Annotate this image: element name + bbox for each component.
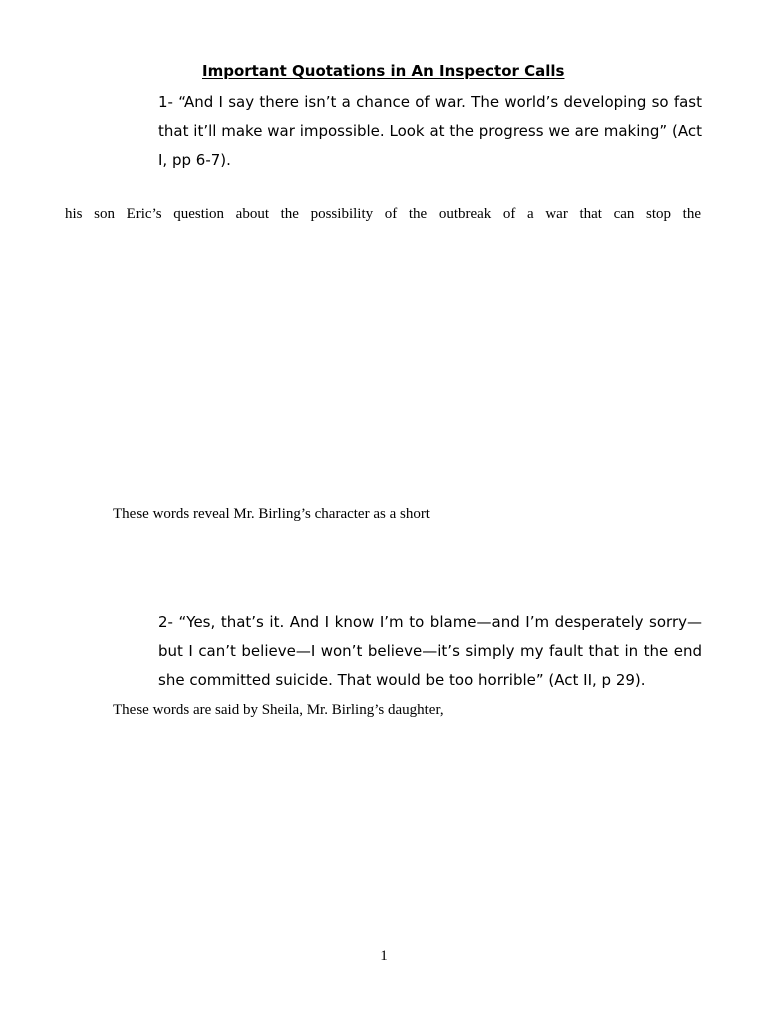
explanation-paragraph-2: These words reveal Mr. Birling’s character as a short [113,506,430,522]
document-title: Important Quotations in An Inspector Calls [202,62,565,80]
explanation-paragraph-3: These words are said by Sheila, Mr. Birling’s daughter, [113,702,444,718]
quotation-1 [158,88,702,175]
quotation-2-line-3: she committed suicide. That would be too horrible” (Act II, p 29). [158,671,646,689]
explanation-paragraph-1: his son Eric’s question about the possibility of the outbreak of a war that can stop the [65,206,701,222]
quotation-2 [158,608,702,695]
quotation-1-line-3: I, pp 6-7). [158,151,231,169]
quotation-2-line-2: but I can’t believe—I won’t believe—it’s simply my fault that in the end [158,642,702,660]
quotation-1-line-1: 1- “And I say there isn’t a chance of war. The world’s developing so fast [158,93,702,111]
page-number: 1 [380,948,388,964]
quotation-1-line-2: that it’ll make war impossible. Look at the progress we are making” (Act [158,122,702,140]
quotation-2-line-1: 2- “Yes, that’s it. And I know I’m to blame—and I’m desperately sorry— [158,613,702,631]
